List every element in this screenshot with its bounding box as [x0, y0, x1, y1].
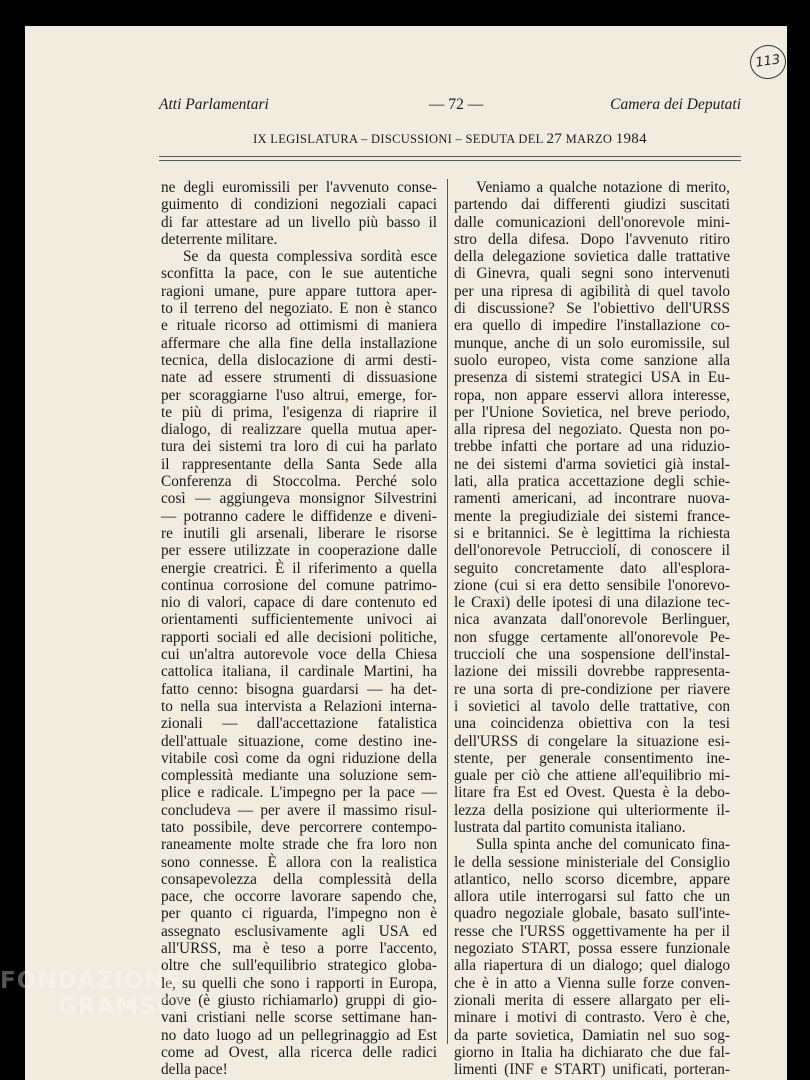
column1-line: to nella sua intervista a Relazioni interna- [161, 697, 437, 715]
column1-line: complessità mediante una soluzione sem- [161, 767, 437, 785]
column2-line: era quello di impedire l'installazione co- [454, 317, 730, 335]
column2-line: ramenti americani, ad incontrare nuova- [454, 490, 730, 508]
watermark-line-1: FONDAZIONE [0, 968, 182, 994]
column2-line: lezza della posizione qui ulteriormente il- [454, 801, 730, 819]
watermark-line-2: GRAMSCI [58, 994, 185, 1020]
column2-line: le della sessione ministeriale del Consiglio [454, 853, 730, 871]
column2-line: dalle comunicazioni dell'onorevole mini- [454, 213, 730, 231]
column1-line: sono connesse. È allora con la realistica [161, 853, 437, 871]
column2-line: una coincidenza obiettiva con la tesi [454, 715, 730, 733]
column-divider [447, 179, 448, 1044]
column2-line: munque, anche di un solo euromissile, sul [454, 334, 730, 352]
document-page [25, 26, 787, 1080]
column1-line: plice e radicale. L'impegno per la pace — [161, 784, 437, 802]
subheader-year: 1984 [615, 131, 647, 147]
column2-line: resse che l'URSS oggettivamente ha per il [454, 922, 730, 940]
text-column-right [454, 179, 730, 1078]
column1-line: per quanto ci riguarda, l'impegno non è [161, 905, 437, 923]
column1-line: concludeva — per avere il massimo risul- [161, 801, 437, 819]
column1-line: fatto cenno: bisogna guardarsi — ha det- [161, 680, 437, 698]
column1-line: di far attestare ad un livello più basso il [161, 213, 437, 231]
column2-line: da parte sovietica, Damiatin nel suo sog- [454, 1026, 730, 1044]
column2-line: lustrata dal partito comunista italiano. [454, 818, 686, 836]
column1-line: to il terreno del negoziato. E non è stanco [161, 300, 437, 318]
column1-line: nate ad essere strumenti di dissuasione [161, 369, 437, 387]
column1-line: per essere utilizzate in cooperazione dalle [161, 542, 437, 560]
column2-line: dell'onorevole Petrucciolí, di conoscere il [454, 542, 730, 560]
column1-line: vani cristiani nelle scorse settimane han- [161, 1009, 437, 1027]
column2-line: partendo dai differenti giudizi suscitati [454, 196, 730, 214]
column1-line: no dato luogo ad un pellegrinaggio ad Est [161, 1026, 437, 1044]
column1-line: oltre che sull'equilibrio strategico globa- [161, 957, 437, 975]
column1-line: dialogo, di realizzare quella mutua aper- [161, 421, 437, 439]
column1-line: Conferenza di Stoccolma. Perché solo [161, 473, 437, 491]
column1-line: le, su quelli che sono i rapporti in Europa, [161, 974, 437, 992]
column2-line: stente, per generale consentimento ine- [454, 749, 730, 767]
column1-line: cattolica italiana, il cardinale Martini, ha [161, 663, 437, 681]
column2-line: dell'URSS di congelare la situazione esi- [454, 732, 730, 750]
column2-line: Sulla spinta anche del comunicato fina- [476, 836, 730, 854]
session-subheader [159, 131, 741, 148]
column1-line: continua corrosione del comune patrimo- [161, 576, 437, 594]
subheader-text: IX LEGISLATURA – DISCUSSIONI – SEDUTA DEL [253, 132, 544, 146]
column1-line: dove (è giusto richiamarlo) gruppi di gio- [161, 991, 437, 1009]
column1-line: ragioni umane, pure appare tuttora aper- [161, 282, 437, 300]
column2-line: zione (cui si era detto sensibile l'onorevo- [454, 576, 730, 594]
column2-line: della delegazione sovietica dalle trattative [454, 248, 730, 266]
column2-line: ropa, non appare esservi allora interesse, [454, 386, 730, 404]
column2-line: le Craxi) delle ipotesi di una dilazione tec- [454, 594, 730, 612]
handwritten-page-number: 113 [748, 43, 787, 82]
column2-line: atlantico, nello scorso dicembre, appare [454, 870, 730, 888]
column2-line: alla riapertura di un dialogo; quel dialogo [454, 957, 730, 975]
column1-line: tura dei sistemi tra loro di cui ha parlato [161, 438, 437, 456]
column1-line: — potranno cadere le diffidenze e diveni- [161, 507, 437, 525]
column2-line: alla ripresa del negoziato. Questa non po- [454, 421, 730, 439]
header-page-number: — 72 — [429, 96, 484, 113]
column2-line: suolo europeo, vista come sanzione alla [454, 351, 730, 369]
column1-line: raneamente molte strade che fra loro non [161, 836, 437, 854]
column2-line: re una sorta di pre-condizione per riavere [454, 680, 730, 698]
column2-line: limenti (INF e START) unificati, porteran- [454, 1061, 730, 1079]
column2-line: di discussione? Se l'obiettivo dell'URSS [454, 300, 730, 318]
column1-line: zionali — dall'accettazione fatalistica [161, 715, 437, 733]
column1-line: affermare che alla fine della installazione [161, 334, 437, 352]
column2-line: allora utile interrogarsi sul fatto che un [454, 888, 730, 906]
column1-line: come ad Ovest, alla ricerca delle radici [161, 1043, 437, 1061]
column2-line: trebbe infatti che portare ad una riduzio- [454, 438, 730, 456]
column2-line: per una ripresa di agibilità di quel tavolo [454, 282, 730, 300]
column1-line: all'URSS, ma è teso a porre l'accento, [161, 940, 437, 958]
column1-line: vitabile così come da ogni riduzione della [161, 749, 437, 767]
column1-line: cui un'altra autorevole voce della Chiesa [161, 646, 437, 664]
column2-line: non sfugge certamente all'onorevole Pe- [454, 628, 730, 646]
column1-line: tato possibile, deve percorrere contempo- [161, 818, 437, 836]
subheader-day: 27 [546, 131, 563, 147]
column1-line: assegnato esclusivamente agli USA ed [161, 922, 437, 940]
column2-line: mente la pregiudiziale dei sistemi france- [454, 507, 730, 525]
column2-line: zionali merita di essere allargato per eli- [454, 991, 730, 1009]
column2-line: che è in atto a Vienna sulle forze conven- [454, 974, 730, 992]
column2-line: lazione dei missili dovrebbe rappresenta- [454, 663, 730, 681]
column1-line: nio di valori, capace di dare contenuto ed [161, 594, 437, 612]
column1-line: consapevolezza della complessità della [161, 870, 437, 888]
column2-line: litare fra Est ed Ovest. Questa è la debo- [454, 784, 730, 802]
column2-line: quadro negoziale globale, basato sull'inte- [454, 905, 730, 923]
header-right: Camera dei Deputati [610, 96, 741, 113]
column2-line: presenza di sistemi strategici USA in Eu- [454, 369, 730, 387]
column1-line: orientamenti sufficientemente univoci ai [161, 611, 437, 629]
column1-line: pace, che occorre lavorare sapendo che, [161, 888, 437, 906]
column2-line: trucciolí che una sospensione dell'instal- [454, 646, 730, 664]
column2-line: Veniamo a qualche notazione di merito, [476, 179, 730, 196]
column2-line: guale per ciò che attiene all'equilibrio mi- [454, 767, 730, 785]
column1-line: deterrente militare. [161, 230, 278, 248]
column1-line: re inutili gli arsenali, liberare le risorse [161, 524, 437, 542]
column1-line: così — aggiungeva monsignor Silvestrini [161, 490, 437, 508]
column1-line: energie creatrici. È il riferimento a quella [161, 559, 437, 577]
column1-line: ne degli euromissili per l'avvenuto conse- [161, 179, 437, 196]
column2-line: negoziato START, possa essere funzionale [454, 940, 730, 958]
column1-line: e rituale ricorso ad ottimismi di maniera [161, 317, 437, 335]
column1-line: dell'attuale situazione, come destino ine- [161, 732, 437, 750]
column1-line: della pace! [161, 1061, 228, 1079]
column2-line: stro della difesa. Dopo l'avvenuto ritiro [454, 230, 730, 248]
column2-line: si e britannici. Se è legittima la richiesta [454, 524, 730, 542]
header-left: Atti Parlamentari [159, 96, 269, 113]
column1-line: rapporti sociali ed alle decisioni politiche, [161, 628, 437, 646]
subheader-month: MARZO [565, 132, 613, 146]
column1-line: Se da questa complessiva sordità esce [183, 248, 437, 266]
header-rule-bottom [159, 160, 741, 161]
column1-line: il rappresentante della Santa Sede alla [161, 455, 437, 473]
header-rule-top [159, 156, 741, 157]
column1-line: tecnica, della dislocazione di armi desti- [161, 351, 437, 369]
column1-line: te più di prima, l'esigenza di riaprire il [161, 403, 437, 421]
column1-line: sconfitta la pace, con le sue autentiche [161, 265, 437, 283]
column2-line: per l'Unione Sovietica, nel breve periodo, [454, 403, 730, 421]
column2-line: di Ginevra, quali segni sono intervenuti [454, 265, 730, 283]
column2-line: i sovietici al tavolo delle trattative, con [454, 697, 730, 715]
column2-line: minare i motivi di contrasto. Vero è che, [454, 1009, 730, 1027]
running-header [159, 96, 741, 116]
column2-line: ne dei sistemi d'arma sovietici già instal- [454, 455, 730, 473]
watermark [0, 968, 184, 1020]
column1-line: guimento di condizioni negoziali capaci [161, 196, 437, 214]
column2-line: seguito concretamente dato all'esplora- [454, 559, 730, 577]
column2-line: nica avanzata dall'onorevole Berlinguer, [454, 611, 730, 629]
column2-line: lati, alla pratica accettazione degli schie- [454, 473, 730, 491]
text-column-left [161, 179, 437, 1078]
column1-line: per scoraggiarne l'uso altrui, emerge, for- [161, 386, 437, 404]
column2-line: giorno in Italia ha dichiarato che due fal- [454, 1043, 730, 1061]
